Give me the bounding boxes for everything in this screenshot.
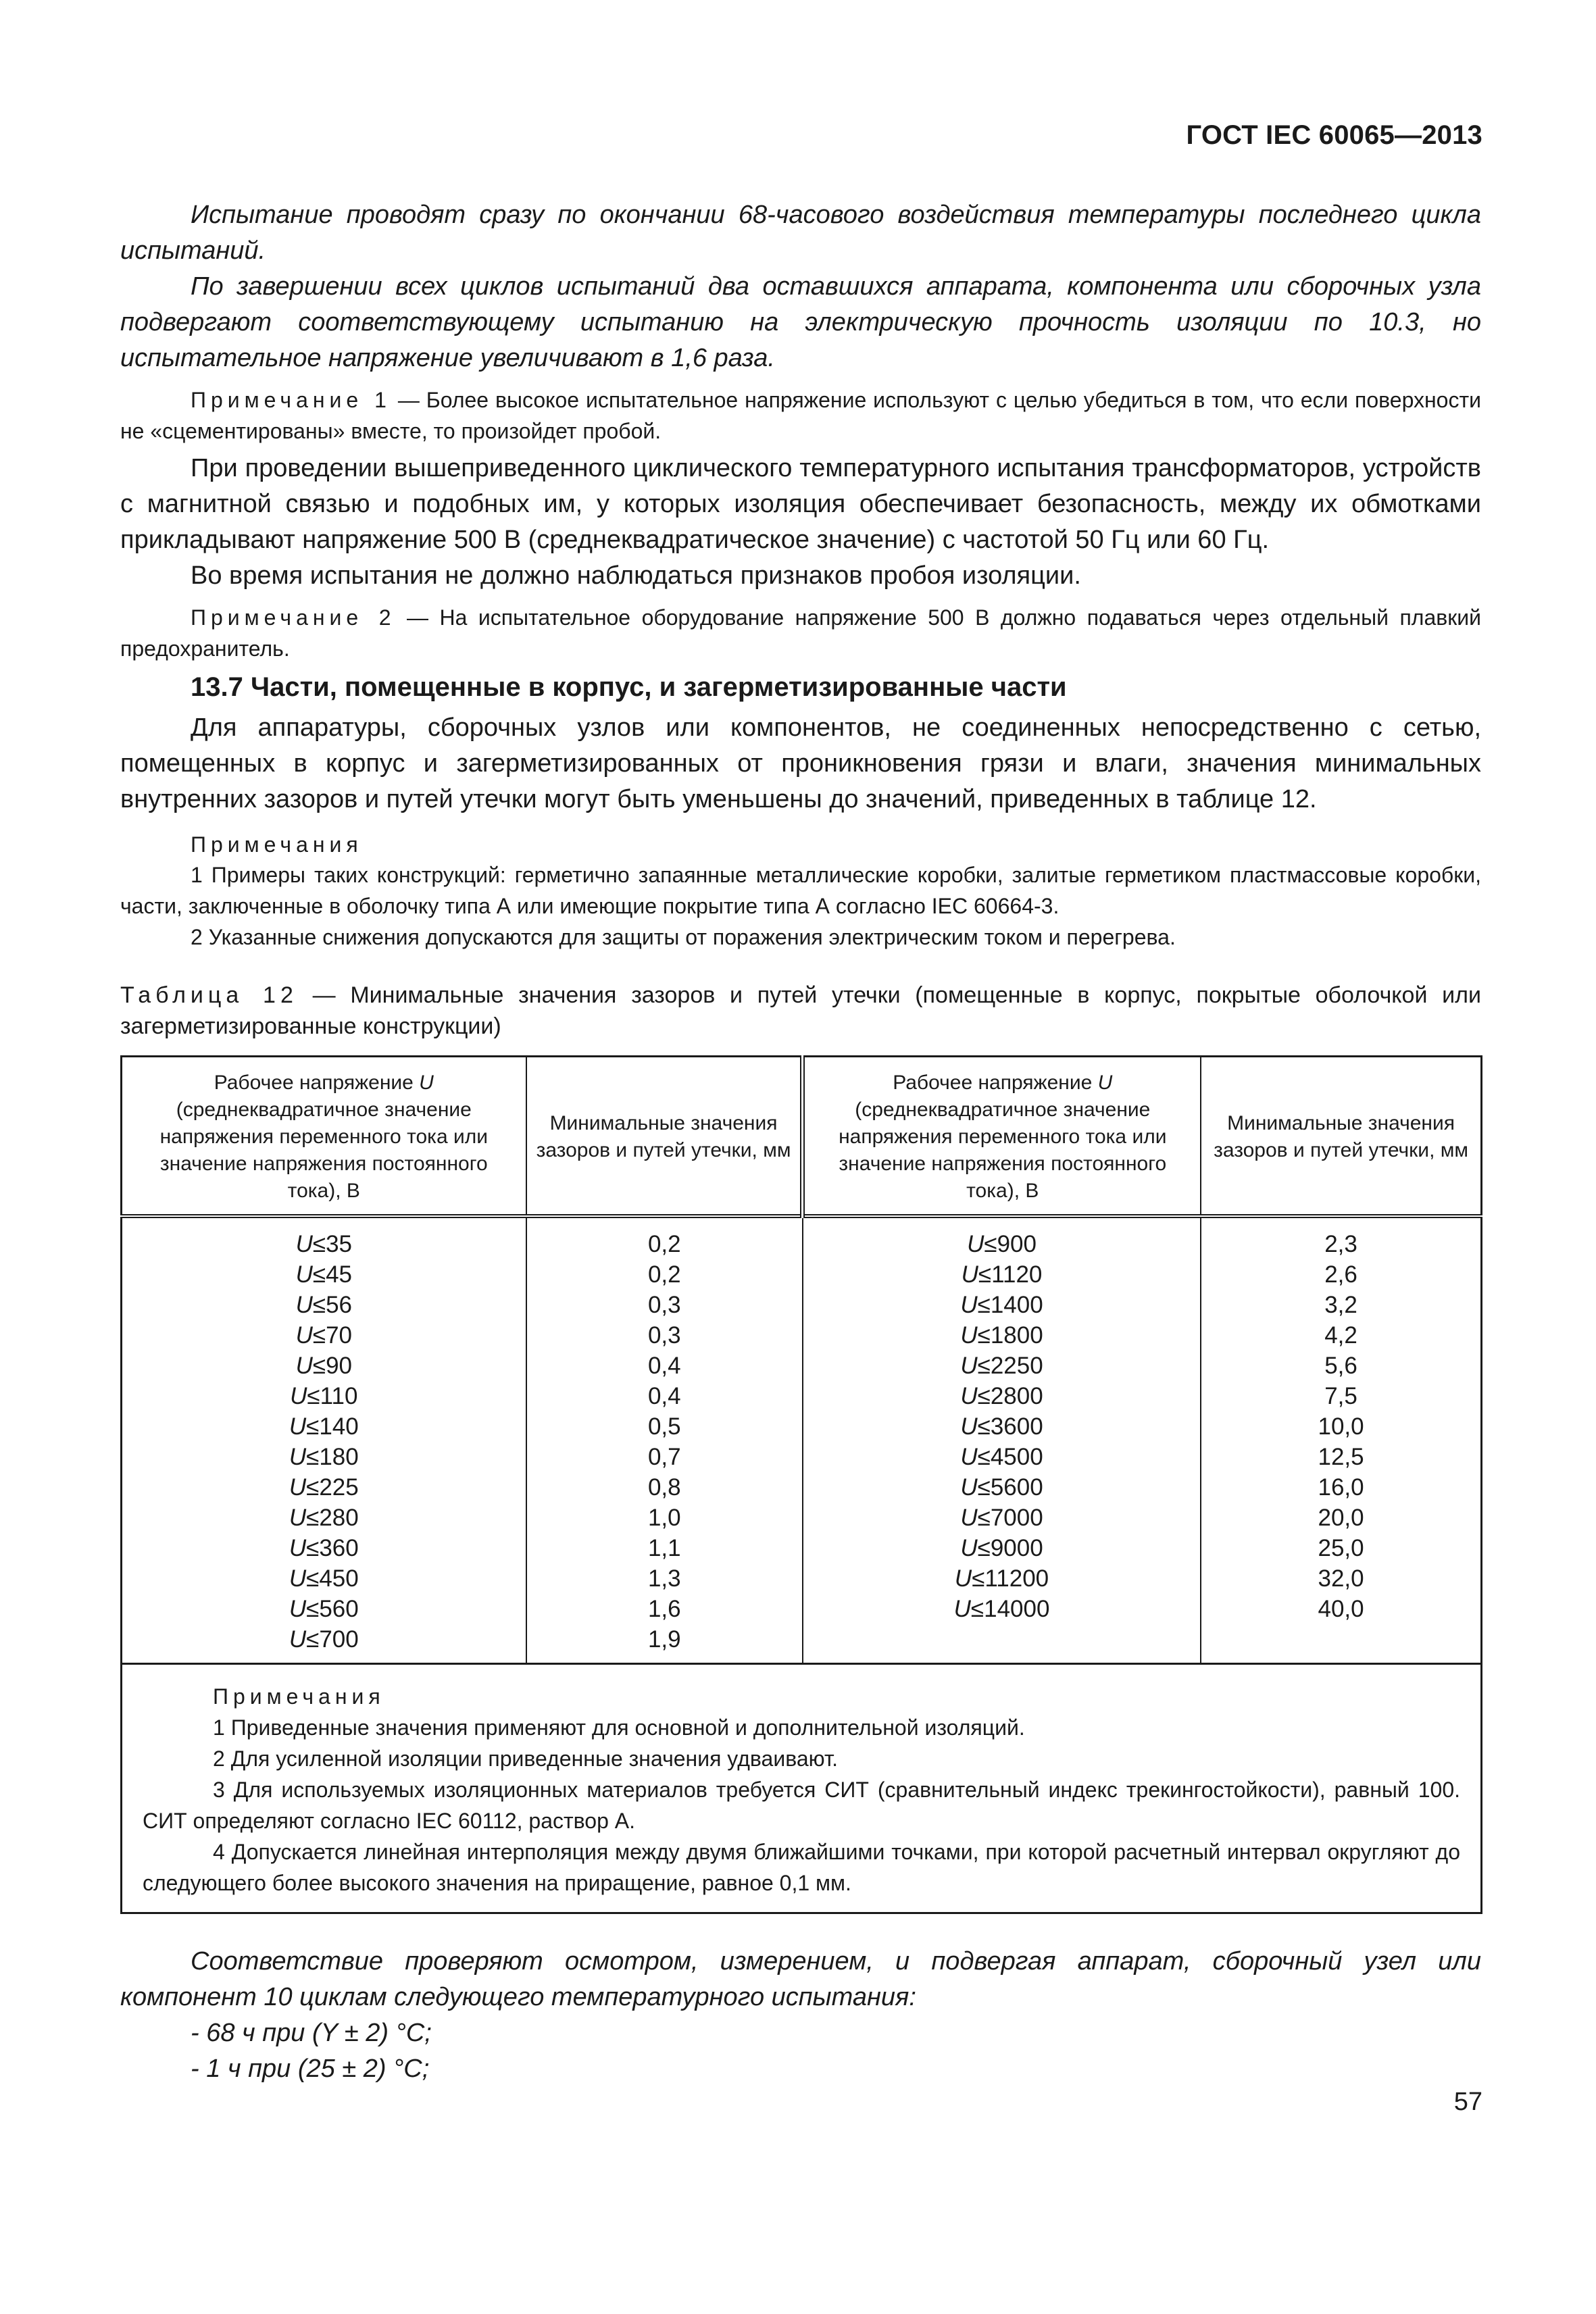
voltage-cell: U≤3600 (960, 1413, 1043, 1440)
section-title: 13.7 Части, помещенные в корпус, и загерметизированные части (191, 672, 1067, 702)
table-note-4: 4 Допускается линейная интерполяция между двумя ближайшими точками, при которой расчетный интервал округляют до следующего более высокого значения на приращение, равное 0,1 мм. (143, 1840, 1460, 1895)
note-2-text: — На испытательное оборудование напряжение 500 В должно подаваться через отдельный плавкий предохранитель. (120, 605, 1481, 661)
section-notes-heading: Примечания (191, 832, 363, 857)
section-note-2: 2 Указанные снижения допускаются для защиты от поражения электрическим током и перегрева. (191, 925, 1176, 949)
note-1 (120, 384, 1481, 447)
voltage-cell: U≤700 (289, 1626, 359, 1653)
distance-cell: 0,2 (647, 1231, 681, 1257)
distance-cell: 0,3 (647, 1322, 681, 1349)
distance-cell: 1,9 (647, 1626, 681, 1653)
voltage-cell: U≤56 (295, 1292, 352, 1318)
intro-paragraph-2: По завершении всех циклов испытаний два оставшихся аппарата, компонента или сборочных узла подвергают соответствующему испытанию на электрическую прочность изоляции по 10.3, но испытательное напряжение увеличивают в 1,6 раза. (120, 272, 1481, 372)
note-2 (120, 602, 1481, 664)
distance-cell: 4,2 (1324, 1322, 1357, 1349)
table-notes-row (122, 1664, 1482, 1913)
table-header-row (122, 1057, 1482, 1217)
distance-cell: 12,5 (1318, 1444, 1364, 1470)
voltage-cell: U≤70 (295, 1322, 352, 1349)
closing-paragraph: Соответствие проверяют осмотром, измерением, и подвергая аппарат, сборочный узел или компонент 10 циклам следующего температурного испытания: (120, 1947, 1481, 2011)
table-caption (120, 980, 1481, 1042)
voltage-cell: U≤1800 (960, 1322, 1043, 1349)
distance-cell: 2,6 (1324, 1261, 1357, 1288)
column-right-distance (1201, 1216, 1481, 1664)
note-1-label: Примечание 1 (191, 388, 391, 412)
distance-cell: 0,2 (647, 1261, 681, 1288)
voltage-cell: U≤900 (967, 1231, 1037, 1257)
distance-cell: 0,5 (647, 1413, 681, 1440)
voltage-cell: U≤1120 (961, 1261, 1043, 1288)
distance-cell: 0,4 (647, 1353, 681, 1379)
table-notes-heading: Примечания (213, 1684, 385, 1709)
distance-cell: 1,0 (647, 1505, 681, 1531)
section-note-1: 1 Примеры таких конструкций: герметично запаянные металлические коробки, залитые герметиком пластмассовые коробки, части, заключенные в оболочку типа А или имеющие покрытие типа А согласно IEC 60664-3. (120, 863, 1481, 918)
voltage-cell: U≤2250 (960, 1353, 1043, 1379)
voltage-cell: U≤1400 (960, 1292, 1043, 1318)
document-code-header: ГОСТ IEC 60065—2013 (1186, 120, 1482, 150)
distance-cell: 0,3 (647, 1292, 681, 1318)
header-distance-right: Минимальные значения зазоров и путей утечки, мм (1201, 1057, 1481, 1217)
voltage-cell: U≤11200 (954, 1565, 1049, 1592)
table-caption-label: Таблица 12 (120, 982, 298, 1008)
distance-cell: 1,1 (647, 1535, 681, 1561)
voltage-cell: U≤180 (289, 1444, 359, 1470)
header-distance-left: Минимальные значения зазоров и путей утечки, мм (526, 1057, 803, 1217)
voltage-cell: U≤4500 (960, 1444, 1043, 1470)
column-left-voltage (122, 1216, 526, 1664)
closing-list-item-1: - 68 ч при (Y ± 2) °C; (191, 2019, 432, 2047)
table-note-3: 3 Для используемых изоляционных материалов требуется СИТ (сравнительный индекс трекингостойкости), равный 100. СИТ определяют согласно IEC 60112, раствор А. (143, 1778, 1460, 1833)
voltage-cell: U≤90 (295, 1353, 352, 1379)
table-note-2: 2 Для усиленной изоляции приведенные значения удваивают. (213, 1746, 838, 1771)
intro-paragraph-1: Испытание проводят сразу по окончании 68-часового воздействия температуры последнего цикла испытаний. (120, 201, 1481, 265)
table-data-row (122, 1216, 1482, 1664)
column-left-distance (526, 1216, 803, 1664)
voltage-cell: U≤2800 (960, 1383, 1043, 1409)
voltage-cell: U≤225 (289, 1474, 359, 1501)
voltage-cell: U≤7000 (960, 1505, 1043, 1531)
voltage-cell: U≤140 (289, 1413, 359, 1440)
distance-cell: 7,5 (1324, 1383, 1357, 1409)
voltage-cell: U≤450 (289, 1565, 359, 1592)
distance-cell: 3,2 (1324, 1292, 1357, 1318)
distance-cell: 5,6 (1324, 1353, 1357, 1379)
table-note-1: 1 Приведенные значения применяют для основной и дополнительной изоляций. (213, 1715, 1025, 1740)
distance-cell: 20,0 (1318, 1505, 1364, 1531)
note-1-text: — Более высокое испытательное напряжение используют с целью убедиться в том, что если поверхности не «сцементированы» вместе, то произойдет пробой. (120, 388, 1482, 443)
voltage-cell: U≤560 (289, 1596, 359, 1622)
column-right-voltage (803, 1216, 1201, 1664)
distance-cell: 1,3 (647, 1565, 681, 1592)
closing-list-item-2: - 1 ч при (25 ± 2) °C; (191, 2055, 430, 2083)
voltage-cell: U≤9000 (960, 1535, 1043, 1561)
voltage-cell: U≤360 (289, 1535, 359, 1561)
distance-cell: 16,0 (1318, 1474, 1364, 1501)
distance-cell: 25,0 (1318, 1535, 1364, 1561)
distance-cell: 32,0 (1318, 1565, 1364, 1592)
voltage-cell: U≤5600 (960, 1474, 1043, 1501)
voltage-cell: U≤45 (295, 1261, 352, 1288)
clearance-table (120, 1055, 1482, 1914)
intro-paragraph-3: При проведении вышеприведенного циклического температурного испытания трансформаторов, устройств с магнитной связью и подобных им, у которых изоляция обеспечивает безопасность, между их обмотками прикладывают напряжение 500 В (среднеквадратическое значение) с частотой 50 Гц или 60 Гц. (120, 454, 1481, 554)
note-2-label: Примечание 2 (191, 605, 396, 630)
distance-cell: 0,7 (647, 1444, 681, 1470)
voltage-cell: U≤280 (289, 1505, 359, 1531)
header-voltage-right: Рабочее напряжение U (среднеквадратичное значение напряжения переменного тока или значение напряжения постоянного тока), В (803, 1057, 1201, 1217)
distance-cell: 1,6 (647, 1596, 681, 1622)
voltage-cell: U≤110 (290, 1383, 358, 1409)
table-notes (122, 1664, 1482, 1913)
distance-cell: 0,8 (647, 1474, 681, 1501)
voltage-cell: U≤14000 (953, 1596, 1050, 1622)
intro-paragraph-4: Во время испытания не должно наблюдаться признаков пробоя изоляции. (191, 561, 1081, 590)
distance-cell: 0,4 (647, 1383, 681, 1409)
distance-cell: 2,3 (1324, 1231, 1357, 1257)
distance-cell: 10,0 (1318, 1413, 1364, 1440)
table-caption-text: — Минимальные значения зазоров и путей утечки (помещенные в корпус, покрытые оболочкой или загерметизированные конструкции) (120, 982, 1482, 1039)
distance-cell: 40,0 (1318, 1596, 1364, 1622)
voltage-cell: U≤35 (295, 1231, 352, 1257)
section-paragraph: Для аппаратуры, сборочных узлов или компонентов, не соединенных непосредственно с сетью, помещенных в корпус и загерметизированных от проникновения грязи и влаги, значения минимальных внутренних зазоров и путей утечки могут быть уменьшены до значений, приведенных в таблице 12. (120, 713, 1481, 813)
page-number: 57 (1453, 2088, 1482, 2116)
page-content (120, 197, 1481, 2087)
header-voltage-left: Рабочее напряжение U (среднеквадратичное значение напряжения переменного тока или значение напряжения постоянного тока), В (122, 1057, 526, 1217)
